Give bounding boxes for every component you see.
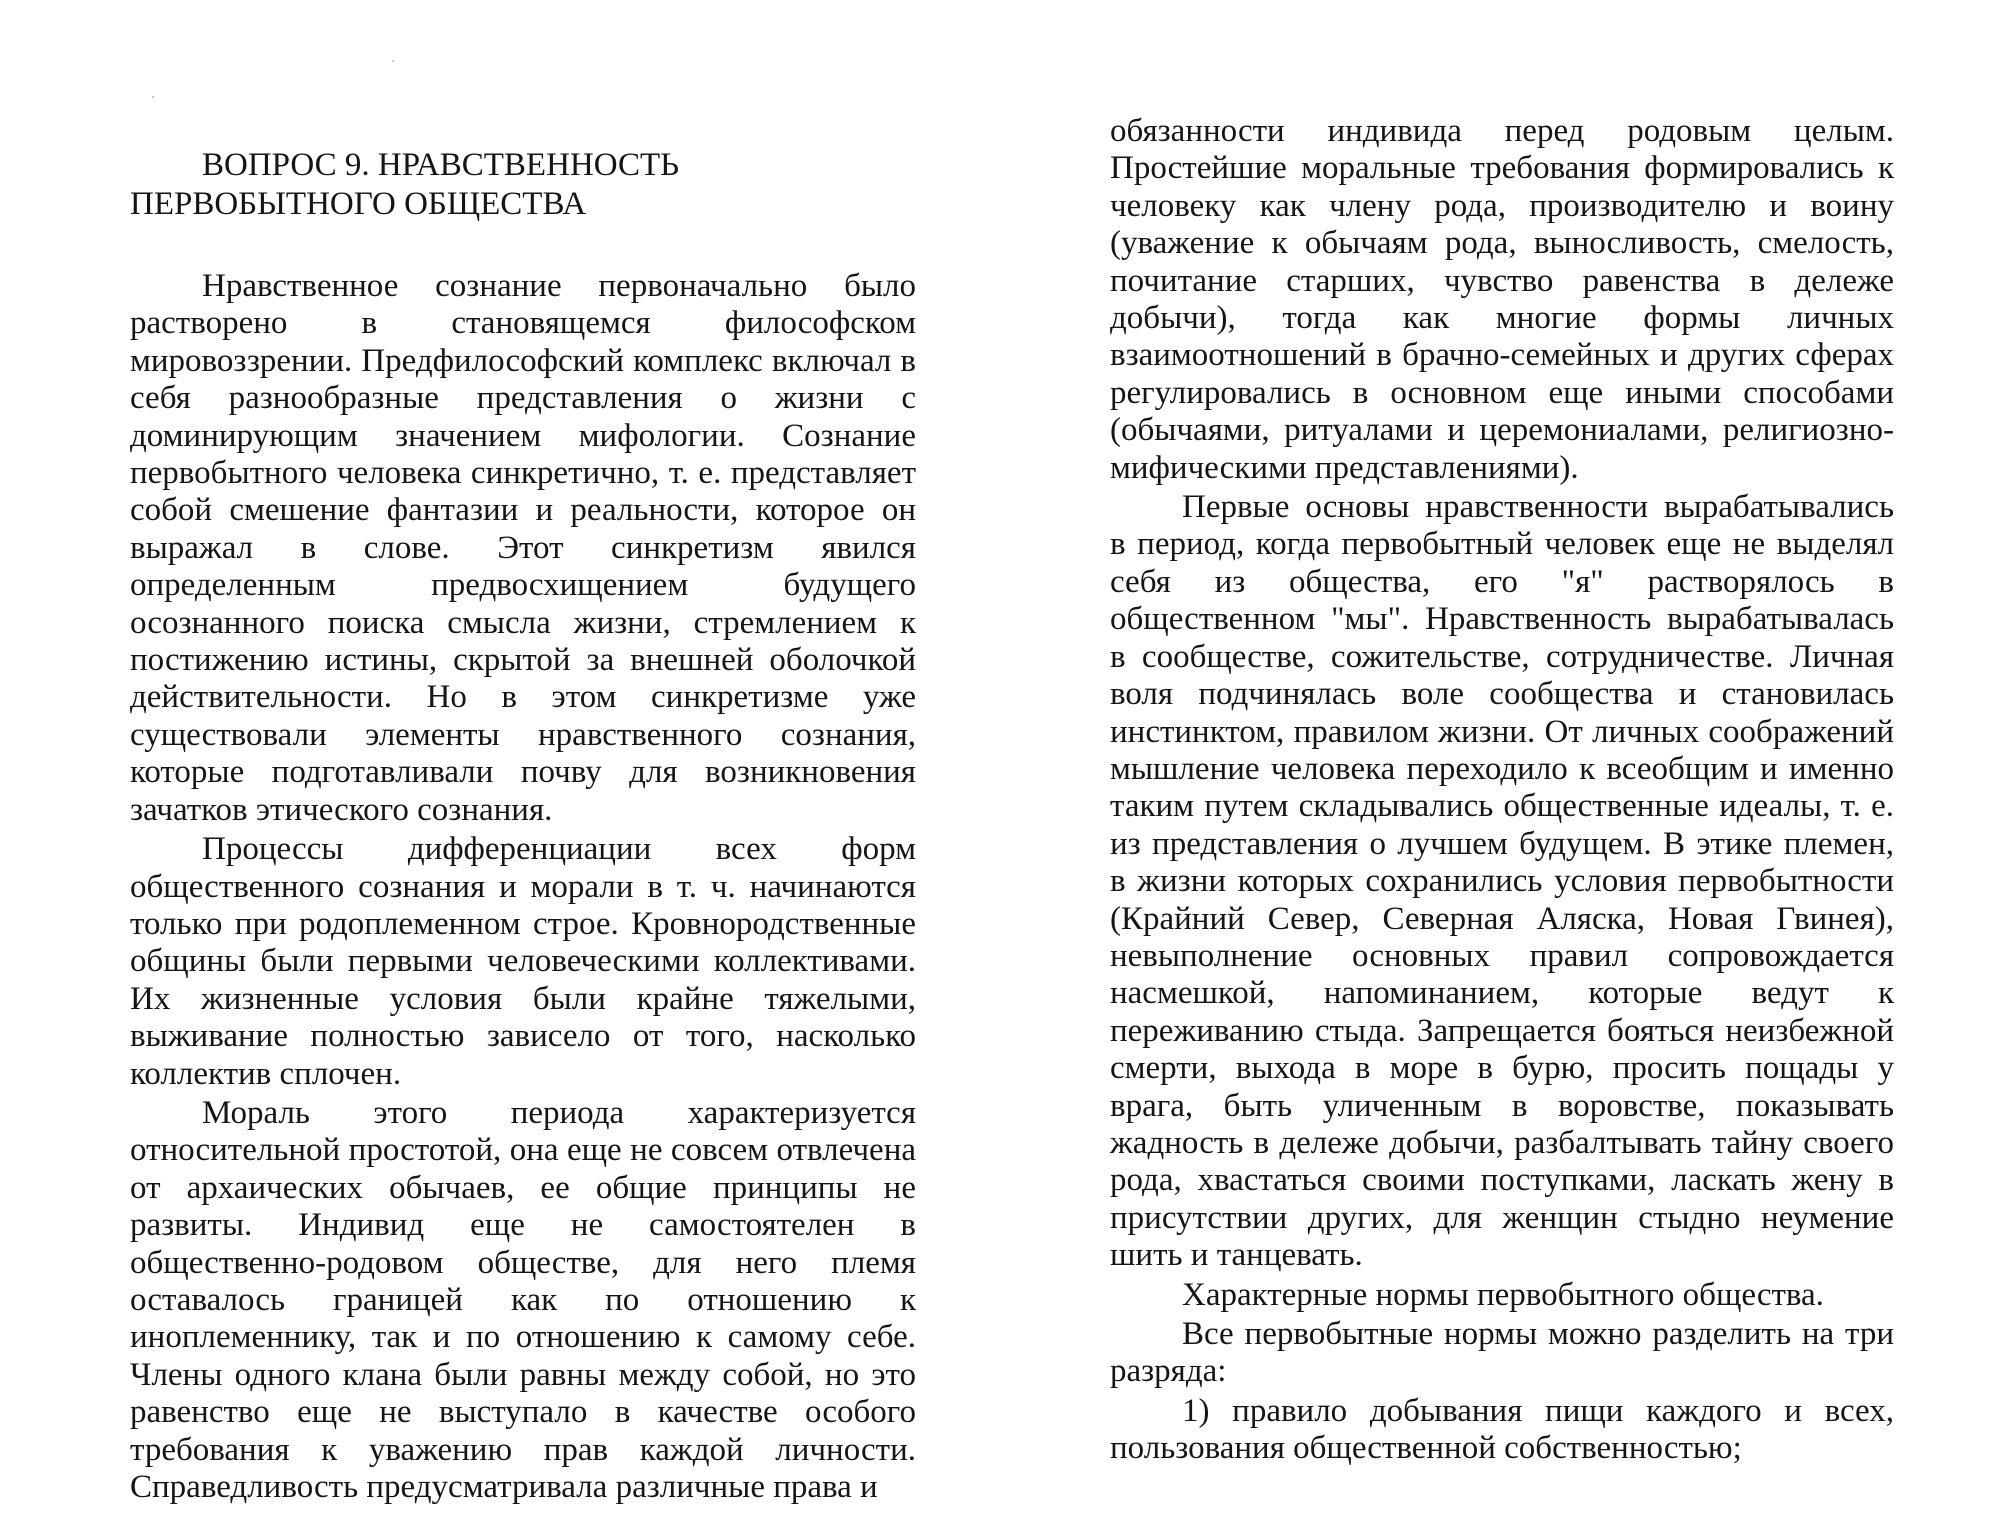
- paragraph-continuation: обязанности индивида перед родовым целым. Простейшие моральные требования формировались к человеку как члену рода, производителю и воину (уважение к обычаям рода, выносливость, смелость, почитание старших, чувство равенства в дележе добычи), тогда как многие формы личных взаимоотношений в брачно-семейных и других сферах регулировались в основном еще иными способами (обычаями, ритуалами и церемониалами, религиозно-мифическими представлениями).: [1110, 113, 1894, 486]
- scan-speck: [152, 96, 154, 98]
- paragraph: Все первобытные нормы можно разделить на три разряда:: [1110, 1316, 1894, 1390]
- paragraph: Нравственное сознание первоначально было растворено в становящемся философском мировоззрении. Предфилософский комплекс включал в себя разнообразные представления о жизни с доминирующим значением мифологии. Сознание первобытного человека синкретично, т. е. представляет собой смешение фантазии и реальности, которое он выражал в слове. Этот синкретизм явился определенным предвосхищением будущего осознанного поиска смысла жизни, стремлением к постижению истины, скрытой за внешней оболочкой действительности. Но в этом синкретизме уже существовали элементы нравственного сознания, которые подготавливали почву для возникновения зачатков этического сознания.: [130, 268, 916, 828]
- paragraph: Первые основы нравственности вырабатывались в период, когда первобытный человек еще не выделял себя из общества, его "я" растворялось в общественном "мы". Нравственность вырабатывалась в сообществе, сожительстве, сотрудничестве. Личная воля подчинялась воле сообщества и становилась инстинктом, правилом жизни. От личных соображений мышление человека переходило к всеобщим и именно таким путем складывались общественные идеалы, т. е. из представления о лучшем будущем. В этике племен, в жизни которых сохранились условия первобытности (Крайний Север, Северная Аляска, Новая Гвинея), невыполнение основных правил сопровождается насмешкой, напоминанием, которые ведут к переживанию стыда. Запрещается бояться неизбежной смерти, выхода в море в бурю, просить пощады у врага, быть уличенным в воровстве, показывать жадность в дележе добычи, разбалтывать тайну своего рода, хвастаться своими поступками, ласкать жену в присутствии других, для женщин стыдно неумение шить и танцевать.: [1110, 489, 1894, 1274]
- chapter-heading: ВОПРОС 9. НРАВСТВЕННОСТЬ ПЕРВОБЫТНОГО ОБЩЕСТВА: [130, 147, 680, 222]
- right-page: [1000, 0, 2000, 1515]
- paragraph: Мораль этого периода характеризуется относительной простотой, она еще не совсем отвлечена от архаических обычаев, ее общие принципы не развиты. Индивид еще не самостоятелен в общественно-родовом обществе, для него племя оставалось границей как по отношению к иноплеменнику, так и по отношению к самому себе. Члены одного клана были равны между собой, но это равенство еще не выступало в качестве особого требования к уважению прав каждой личности. Справедливость предусматривала различные права и: [130, 1094, 916, 1505]
- left-text-column: [130, 146, 916, 1506]
- paragraph: Характерные нормы первобытного общества.: [1182, 1276, 1824, 1313]
- scan-speck: [392, 60, 394, 62]
- right-text-column: [1110, 113, 1894, 1468]
- paragraph: 1) правило добывания пищи каждого и всех, пользования общественной собственностью;: [1110, 1392, 1894, 1467]
- paragraph: Процессы дифференциации всех форм общественного сознания и морали в т. ч. начинаются только при родоплеменном строе. Кровнородственные общины были первыми человеческими коллективами. Их жизненные условия были крайне тяжелыми, выживание полностью зависело от того, насколько коллектив сплочен.: [130, 831, 916, 1092]
